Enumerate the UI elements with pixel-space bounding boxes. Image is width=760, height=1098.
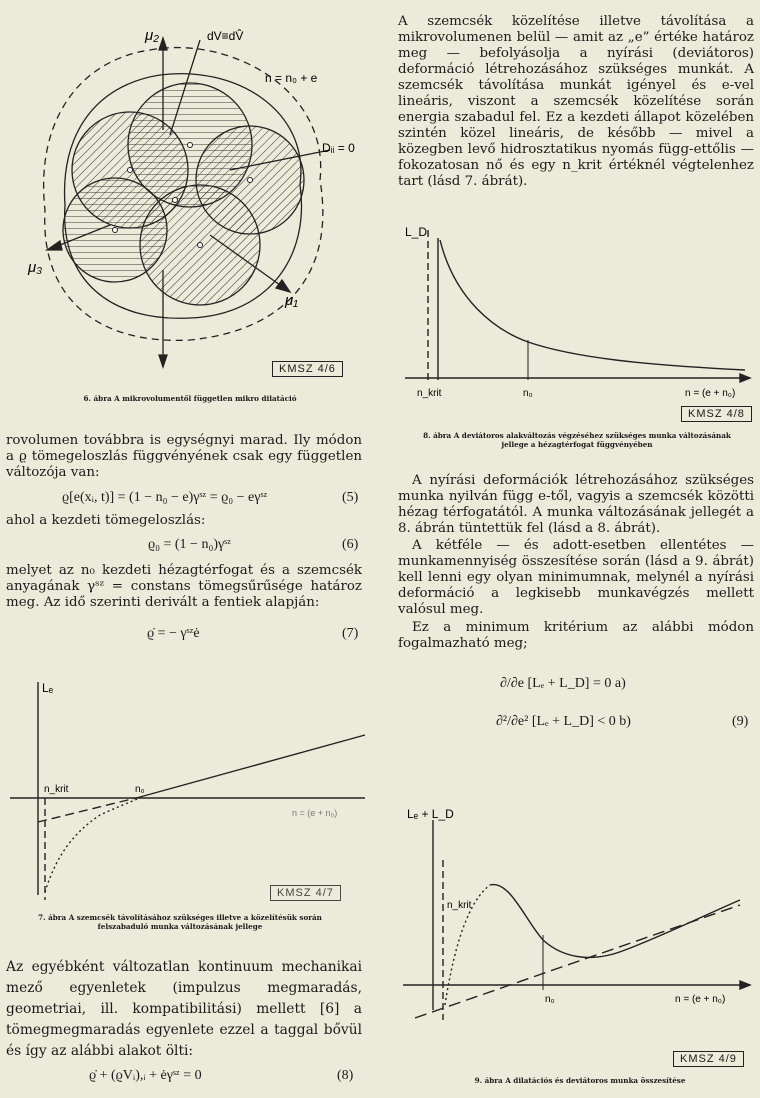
fig9-tag: KMSZ 4/9 (673, 1051, 744, 1067)
equation-5: ϱ[e(xᵢ, t)] = (1 − n₀ − e)γˢᶻ = ϱ₀ − eγˢᶻ (62, 490, 268, 505)
left-paragraph-1: rovolumen továbbra is egységnyi marad. Ily módon a ϱ tömegeloszlás függvényének csak egy független változója van: (6, 433, 362, 480)
equation-8-number: (8) (337, 1068, 354, 1083)
fig8-label-nkrit: n_krit (417, 388, 442, 399)
figure-8-chart (395, 220, 760, 430)
fig8-tag: KMSZ 4/8 (681, 406, 752, 422)
left-paragraph-2: ahol a kezdeti tömegeloszlás: (6, 513, 206, 528)
fig8-curve (440, 240, 745, 370)
equation-7: ϱ̇ = − γˢᶻė (147, 626, 200, 641)
fig7-label-n: n = (e + n₀) (292, 808, 338, 818)
fig7-solid-line (140, 735, 365, 797)
equation-7-number: (7) (342, 626, 359, 641)
fig7-dashed-line (38, 797, 140, 822)
fig7-caption: 7. ábra A szemcsék távolításához szükséges illetve a közelítésük során felszabaduló munka változásának jellege (38, 913, 322, 931)
fig9-sum-curve (490, 885, 740, 958)
fig9-label-n: n = (e + n₀) (675, 994, 726, 1005)
right-paragraph-4: Ez a minimum kritérium az alábbi módon fogalmazható meg; (398, 620, 754, 651)
equation-9a: ∂/∂e [Lₑ + L_D] = 0 a) (500, 676, 626, 691)
fig8-label-n: n = (e + n₀) (685, 388, 736, 399)
equation-8: ϱ̇ + (ϱVᵢ),ᵢ + ėγˢᶻ = 0 (89, 1068, 202, 1083)
fig7-label-nkrit: n_krit (44, 784, 69, 795)
fig7-dotted-curve (45, 798, 140, 892)
left-paragraph-4: Az egyébként változatlan kontinuum mechanikai mező egyenletek (impulzus megmaradás, geometriai, ill. kompatibilitási) mellett [6] a tömegmegmaradás egyenlete ezzel a taggal bővül és így az alábbi alakot ölti: (6, 959, 362, 1059)
fig9-label-nkrit: n_krit (447, 900, 472, 911)
figure-6-diagram (0, 0, 380, 400)
equation-6-number: (6) (342, 537, 359, 552)
fig8-label-n0: n₀ (523, 388, 533, 399)
right-paragraph-2: A nyírási deformációk létrehozásához szükséges munka nyilván függ e-től, vagyis a szemcsék közötti hézag térfogatától. A munka változásának jellegét a 8. ábrán tüntettük fel (lásd a 8. ábrát). (398, 473, 754, 536)
fig7-label-y: Lₑ (42, 681, 54, 695)
fig9-label-n0: n₀ (545, 994, 555, 1005)
fig6-label-n: n = n₀ + e (265, 71, 318, 85)
fig6-label-dii: Dᵢᵢ = 0 (322, 141, 355, 155)
fig6-label-dv: dV≡dV̂ (207, 29, 244, 43)
equation-5-number: (5) (342, 490, 359, 505)
figure-7-chart (0, 670, 380, 910)
fig6-caption: 6. ábra A mikrovolumentől független mikro dilatáció (83, 394, 297, 403)
equation-9b: ∂²/∂e² [Lₑ + L_D] < 0 b) (496, 714, 631, 729)
right-top-paragraph: A szemcsék közelítése illetve távolítása a mikrovolumenen belül — amit az „e” értéke határoz meg — befolyásolja a nyírási (deviátoros) deformáció létrehozásához szükséges munkát. A szemcsék távolítása munkát igényel és e-vel lineáris, viszont a szemcsék közelítése során energia szabadul fel. Ez a kezdeti állapot közelében szintén közel lineáris, de később — mivel a közegben levő hidrosztatikus nyomás függ-ettőlis — fokozatosan nő és egy n_krit értéknél végtelenhez tart (lásd 7. ábrát). (398, 14, 754, 189)
figure-9-chart (395, 790, 760, 1080)
fig9-label-y: Lₑ + L_D (407, 807, 454, 821)
fig6-label-mu1: μ₁ (285, 292, 298, 309)
fig7-label-n0: n₀ (135, 784, 145, 795)
right-paragraph-3: A kétféle — és adott-esetben ellentétes — munkamennyiség összesítése során (lásd a 9. ábrát) kell lenni egy olyan minimumnak, melynél a nyírási deformáció a legkisebb munkavégzés mellett valósul meg. (398, 538, 754, 617)
fig8-label-y: L_D (405, 225, 428, 239)
fig6-label-mu3: μ₃ (28, 259, 43, 276)
left-paragraph-3: melyet az n₀ kezdeti hézagtérfogat és a szemcsék anyagának γˢᶻ = constans tömegsűrűsége határoz meg. Az idő szerinti derivált a fentiek alapján: (6, 563, 362, 610)
equation-6: ϱ₀ = (1 − n₀)γˢᶻ (148, 537, 231, 552)
fig8-caption: 8. ábra A deviátoros alakváltozás végzéséhez szükséges munka változásának jellege a hézagtérfogat függvényében (423, 431, 731, 449)
fig9-caption: 9. ábra A dilatációs és deviátoros munka összesítése (474, 1076, 686, 1085)
fig6-tag: KMSZ 4/6 (272, 361, 343, 377)
fig6-label-mu2: μ₂ (145, 27, 159, 44)
equation-9-number: (9) (732, 714, 749, 729)
fig7-tag: KMSZ 4/7 (270, 885, 341, 901)
